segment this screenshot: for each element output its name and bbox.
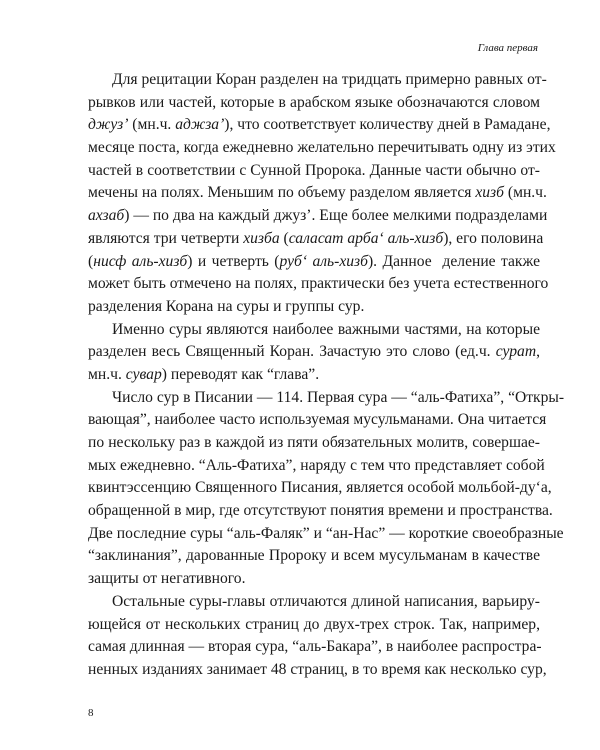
italic-term: хизба	[243, 229, 280, 247]
text-segment: Именно суры являются наиболее важными частями, на которые	[112, 320, 540, 338]
text-segment: частей в соответствии с Сунной Пророка. Данные части обычно от-	[88, 161, 540, 179]
text-segment: являются три четверти	[88, 229, 244, 247]
text-segment: обращенной в мир, где отсутствуют понятия времени и пространства.	[88, 502, 553, 520]
page-body-text	[88, 69, 565, 682]
italic-term: нисф аль-хизб	[93, 252, 188, 270]
text-segment: месяце поста, когда ежедневно желательно перечитывать одну из этих	[88, 139, 556, 157]
text-line	[88, 364, 540, 387]
text-line	[88, 636, 540, 659]
text-segment: Две последние суры “аль-Фаляк” и “ан-Нас” — короткие своеобразные	[88, 524, 564, 542]
text-line	[88, 205, 548, 228]
text-segment: мечены на полях. Меньшим по объему разделом является	[88, 184, 476, 202]
italic-term: ахзаб	[88, 207, 125, 225]
paragraph	[88, 387, 565, 591]
paragraph	[88, 69, 556, 319]
text-segment: ), что соответствует количеству дней в Рамадане,	[224, 116, 551, 134]
text-line	[88, 591, 540, 614]
text-line	[88, 659, 547, 682]
paragraph	[88, 319, 540, 387]
text-segment: разделен весь Священный Коран. Зачастую это слово (ед.ч.	[88, 343, 496, 361]
text-line	[88, 545, 540, 568]
italic-term: хизб	[475, 184, 504, 202]
text-segment: Для рецитации Коран разделен на тридцать примерно равных от-	[112, 71, 547, 88]
italic-term: сурат	[495, 343, 537, 361]
text-segment: Число сур в Писании — 114. Первая сура — “аль-Фатиха”, “Откры-	[112, 388, 565, 406]
text-segment: ) переводят как “глава”.	[161, 365, 320, 383]
text-segment: самая длинная — вторая сура, “аль-Бакара”, в наиболее распростра-	[88, 638, 542, 656]
text-line	[88, 341, 540, 364]
text-segment: ), его половина	[443, 229, 544, 247]
paragraph	[88, 591, 547, 682]
italic-term: саласат арба‘ аль-хизб	[288, 229, 444, 247]
text-segment: (	[279, 229, 289, 247]
text-segment: (мн.ч.	[503, 184, 547, 202]
text-line	[88, 409, 547, 432]
text-line	[88, 568, 540, 591]
text-segment: (мн.ч.	[128, 116, 176, 134]
running-header: Глава первая	[477, 42, 538, 54]
text-line	[88, 92, 540, 115]
text-segment: ). Данное деление также	[367, 252, 540, 270]
text-segment: ,	[536, 343, 540, 361]
italic-term: аджза’	[175, 116, 225, 134]
page-number: 8	[88, 707, 94, 719]
text-segment: по нескольку раз в каждой из пяти обязательных молитв, совершае-	[88, 434, 540, 451]
text-segment: ) — по два на каждый джуз’. Еще более мелкими подразделами	[124, 207, 548, 225]
italic-term: сувар	[125, 365, 162, 383]
text-segment: “заклинания”, дарованные Пророку и всем мусульманам в качестве	[88, 547, 540, 565]
text-line	[88, 251, 540, 274]
text-line	[88, 477, 552, 500]
text-line	[88, 319, 540, 342]
text-line	[88, 114, 551, 137]
text-segment: защиты от негативного.	[88, 570, 246, 588]
text-segment: мн.ч.	[88, 365, 126, 383]
text-line	[88, 273, 549, 296]
text-line	[88, 500, 553, 523]
text-segment: квинтэссенцию Священного Писания, является особой мольбой-ду‘а,	[88, 479, 552, 497]
text-line	[88, 182, 547, 205]
text-segment: ненных изданиях занимает 48 страниц, в то время как несколько сур,	[88, 660, 547, 678]
text-line	[88, 455, 545, 478]
text-segment: мых ежедневно. “Аль-Фатиха”, наряду с тем что представляет собой	[88, 456, 545, 474]
text-segment: разделения Корана на суры и группы сур.	[88, 297, 365, 315]
text-line	[88, 523, 564, 546]
text-segment: ющейся от нескольких страниц до двух-трех строк. Так, например,	[88, 615, 540, 633]
text-line	[88, 69, 547, 92]
text-line	[88, 432, 540, 455]
text-segment: (	[88, 252, 94, 270]
italic-term: джуз’	[88, 116, 129, 134]
text-segment: Остальные суры-главы отличаются длиной написания, варьиру-	[112, 592, 540, 610]
text-segment: вающая”, наиболее часто используемая мусульманами. Она читается	[88, 411, 547, 429]
text-line	[88, 296, 540, 319]
text-line	[88, 137, 556, 160]
text-segment: рывков или частей, которые в арабском языке обозначаются словом	[88, 93, 540, 111]
text-segment: может быть отмечено на полях, практически без учета естественного	[88, 275, 549, 293]
text-line	[88, 228, 544, 251]
text-line	[88, 387, 565, 410]
text-line	[88, 160, 540, 183]
italic-term: руб‘ аль-хизб	[279, 252, 368, 270]
text-segment: ) и четверть (	[187, 252, 280, 270]
text-line	[88, 614, 540, 637]
